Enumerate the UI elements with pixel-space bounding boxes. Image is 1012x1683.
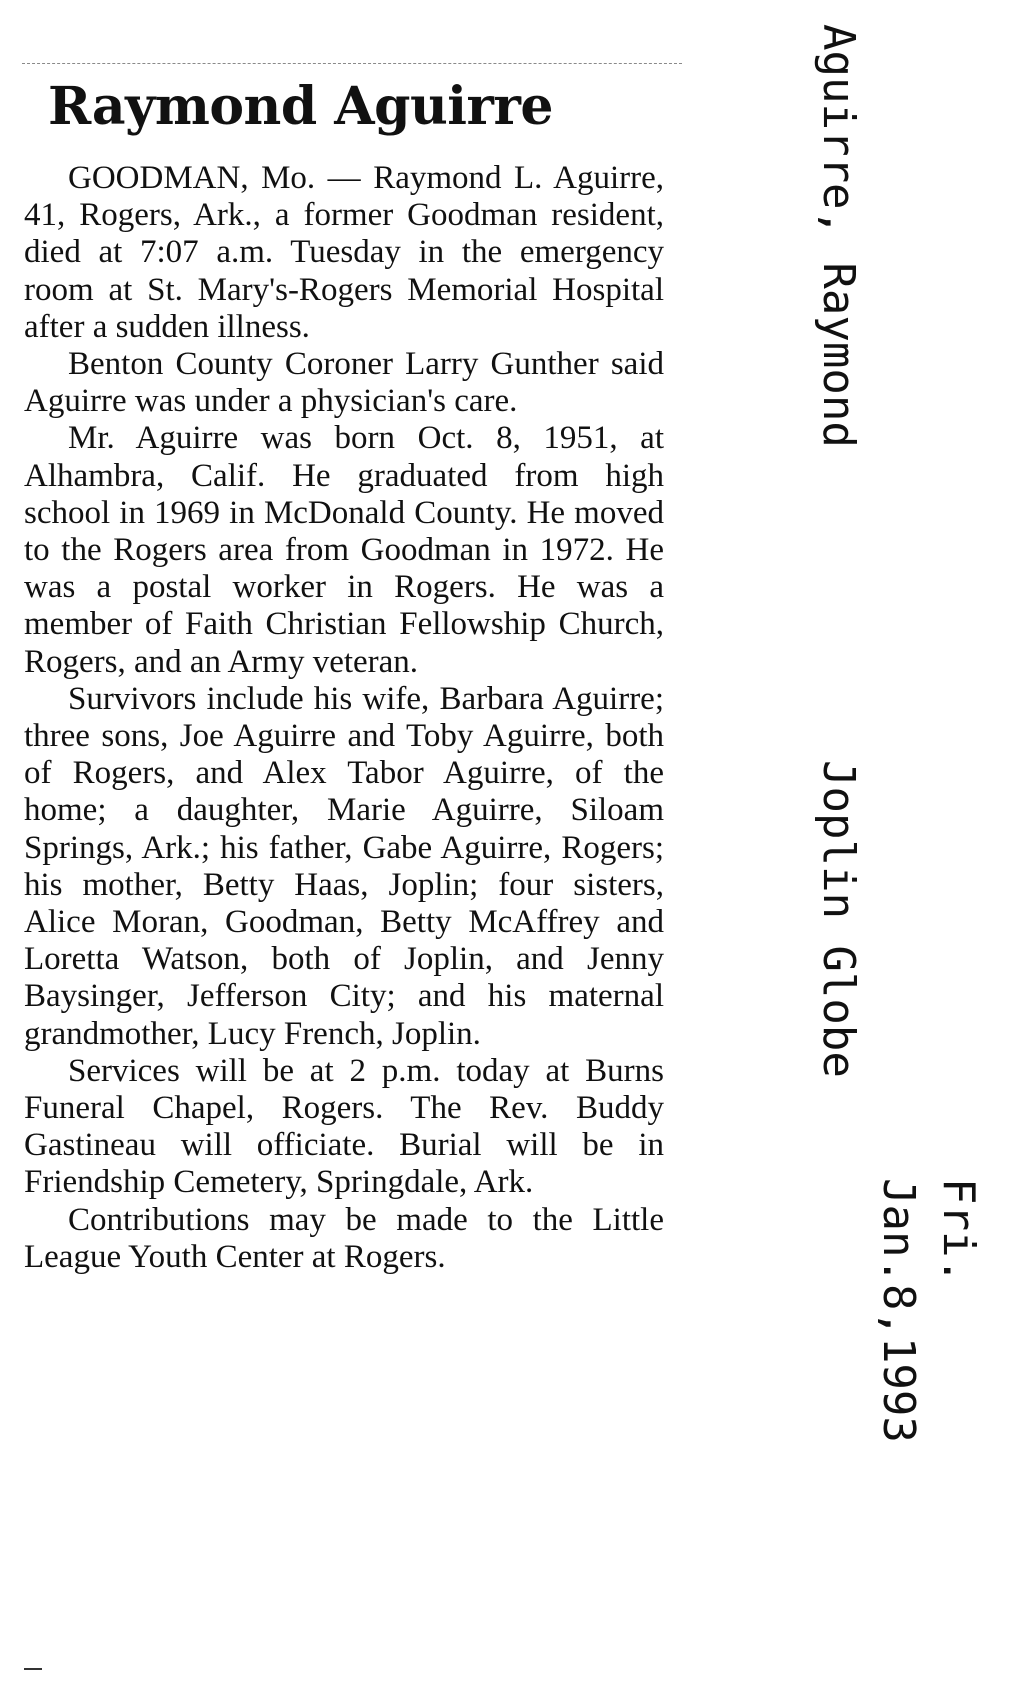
obituary-paragraph-services: Services will be at 2 p.m. today at Burns Funeral Chapel, Rogers. The Rev. Buddy Gastineau will officiate. Burial will be in Friendship Cemetery, Springdale, Ark. bbox=[24, 1052, 664, 1201]
obituary-paragraph-coroner: Benton County Coroner Larry Gunther said Aguirre was under a physician's care. bbox=[24, 346, 664, 420]
obituary-paragraph-contributions: Contributions may be made to the Little League Youth Center at Rogers. bbox=[24, 1201, 664, 1275]
obituary-paragraph-death: GOODMAN, Mo. — Raymond L. Aguirre, 41, Rogers, Ark., a former Goodman resident, died at 7:07 a.m. Tuesday in the emergency room at St. Mary's-Rogers Memorial Hospital after a sudden illness. bbox=[24, 160, 664, 345]
obituary-paragraph-survivors: Survivors include his wife, Barbara Aguirre; three sons, Joe Aguirre and Toby Aguirre, both of Rogers, and Alex Tabor Aguirre, of the home; a daughter, Marie Aguirre, Siloam Springs, Ark.; his father, Gabe Aguirre, Rogers; his mother, Betty Haas, Joplin; four sisters, Alice Moran, Goodman, Betty McAffrey and Loretta Watson, both of Joplin, and Jenny Baysinger, Jefferson City; and his maternal grandmother, Lucy French, Joplin. bbox=[24, 680, 664, 1052]
annotation-newspaper: Joplin Globe bbox=[813, 760, 864, 1078]
obituary-body bbox=[24, 160, 664, 1276]
annotation-weekday: Fri. bbox=[933, 1178, 984, 1284]
bottom-edge-mark bbox=[24, 1668, 42, 1670]
obituary-headline: Raymond Aguirre bbox=[48, 76, 553, 137]
top-divider-line bbox=[22, 63, 682, 64]
annotation-name: Aguirre, Raymond bbox=[813, 24, 864, 448]
obituary-paragraph-biography: Mr. Aguirre was born Oct. 8, 1951, at Alhambra, Calif. He graduated from high school in 1969 in McDonald County. He moved to the Rogers area from Goodman in 1972. He was a postal worker in Rogers. He was a member of Faith Christian Fellowship Church, Rogers, and an Army veteran. bbox=[24, 420, 664, 680]
annotation-date: Jan.8,1993 bbox=[873, 1178, 924, 1443]
